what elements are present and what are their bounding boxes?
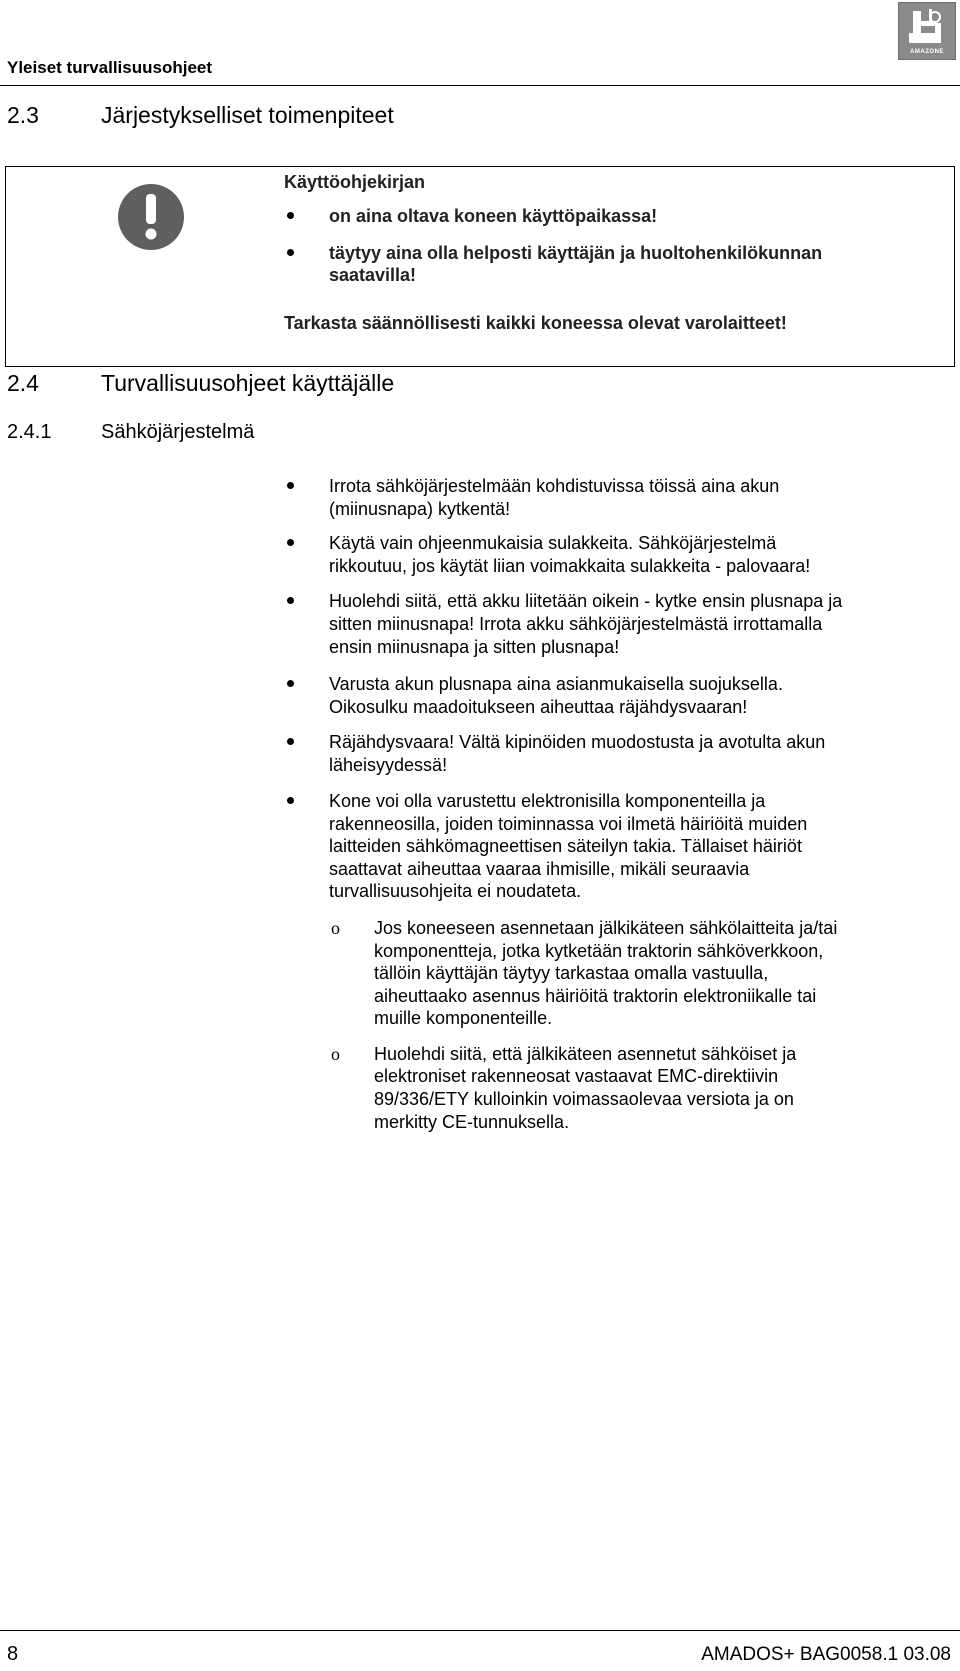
list-item-line: ensin miinusnapa ja sitten plusnapa! bbox=[329, 637, 620, 657]
list-item-line: Kone voi olla varustettu elektronisilla komponenteilla ja bbox=[329, 791, 766, 811]
section-title: Järjestykselliset toimenpiteet bbox=[101, 102, 394, 128]
list-item-line: laitteiden sähkömagneettisen säteilyn takia. Tällaiset häiriöt bbox=[329, 836, 802, 856]
list-item-line: turvallisuusohjeita ei noudateta. bbox=[329, 881, 582, 901]
list-item-line: Varusta akun plusnapa aina asianmukaisella suojuksella. bbox=[329, 674, 783, 694]
sub-list-marker: o bbox=[331, 918, 340, 938]
list-bullet bbox=[287, 482, 294, 489]
list-bullet bbox=[287, 680, 294, 687]
list-item-line: rikkoutuu, jos käytät liian voimakkaita sulakkeita - palovaara! bbox=[329, 556, 811, 576]
sub-list-item-line: merkitty CE-tunnuksella. bbox=[374, 1112, 570, 1132]
sub-list-marker: o bbox=[331, 1044, 340, 1064]
list-item-line: (miinusnapa) kytkentä! bbox=[329, 499, 511, 519]
sub-list-item-line: 89/336/ETY kulloinkin voimassaolevaa versiota ja on bbox=[374, 1089, 794, 1109]
list-item-line: Räjähdysvaara! Vältä kipinöiden muodostusta ja avotulta akun bbox=[329, 732, 826, 752]
document-id: AMADOS+ BAG0058.1 03.08 bbox=[701, 1644, 951, 1665]
header-divider bbox=[0, 85, 960, 86]
list-item-line: läheisyydessä! bbox=[329, 755, 448, 775]
list-bullet bbox=[287, 738, 294, 745]
list-item-line: Käytä vain ohjeenmukaisia sulakkeita. Sähköjärjestelmä bbox=[329, 533, 777, 553]
sub-list-item-line: aiheuttaako asennus häiriöitä traktorin elektroniikalle tai bbox=[374, 986, 817, 1006]
list-item-line: saattavat aiheuttaa vaaraa ihmisille, mikäli seuraavia bbox=[329, 859, 750, 879]
section-title: Turvallisuusohjeet käyttäjälle bbox=[101, 370, 395, 396]
note-closing: Tarkasta säännöllisesti kaikki koneessa olevat varolaitteet! bbox=[284, 313, 787, 333]
amazone-logo bbox=[898, 2, 956, 60]
sub-list-item-line: elektroniset rakenneosat vastaavat EMC-direktiivin bbox=[374, 1066, 779, 1086]
note-bullet bbox=[287, 212, 294, 219]
section-number: 2.4 bbox=[7, 370, 39, 396]
list-bullet bbox=[287, 597, 294, 604]
list-item-line: Oikosulku maadoitukseen aiheuttaa räjähdysvaaran! bbox=[329, 697, 748, 717]
sub-list-item-line: tällöin käyttäjän täytyy tarkastaa omalla vastuulla, bbox=[374, 963, 769, 983]
list-item-line: Irrota sähköjärjestelmään kohdistuvissa töissä aina akun bbox=[329, 476, 780, 496]
section-title: Sähköjärjestelmä bbox=[101, 421, 255, 443]
page-number: 8 bbox=[7, 1643, 19, 1665]
running-header-title: Yleiset turvallisuusohjeet bbox=[7, 58, 213, 77]
logo-wordmark: AMAZONE bbox=[910, 49, 944, 55]
section-number: 2.3 bbox=[7, 102, 39, 128]
sub-list-item-line: Huolehdi siitä, että jälkikäteen asennetut sähköiset ja bbox=[374, 1044, 797, 1064]
note-intro: Käyttöohjekirjan bbox=[284, 172, 426, 192]
list-bullet bbox=[287, 797, 294, 804]
sub-list-item-line: Jos koneeseen asennetaan jälkikäteen sähkölaitteita ja/tai bbox=[374, 918, 838, 938]
footer-divider bbox=[0, 1630, 960, 1631]
sub-list-item-line: komponentteja, jotka kytketään traktorin sähköverkkoon, bbox=[374, 941, 824, 961]
exclamation-warning-icon bbox=[117, 183, 185, 251]
section-number: 2.4.1 bbox=[7, 421, 52, 443]
note-bullet bbox=[287, 249, 294, 256]
list-bullet bbox=[287, 539, 294, 546]
note-bullet-text: täytyy aina olla helposti käyttäjän ja huoltohenkilökunnan bbox=[329, 243, 823, 263]
list-item-line: rakenneosilla, joiden toiminnassa voi ilmetä häiriöitä muiden bbox=[329, 814, 808, 834]
note-bullet-text: on aina oltava koneen käyttöpaikassa! bbox=[329, 206, 658, 226]
sub-list-item-line: muille komponenteille. bbox=[374, 1008, 553, 1028]
note-bullet-text-continued: saatavilla! bbox=[329, 265, 417, 285]
list-item-line: Huolehdi siitä, että akku liitetään oikein - kytke ensin plusnapa ja bbox=[329, 591, 843, 611]
list-item-line: sitten miinusnapa! Irrota akku sähköjärjestelmästä irrottamalla bbox=[329, 614, 823, 634]
